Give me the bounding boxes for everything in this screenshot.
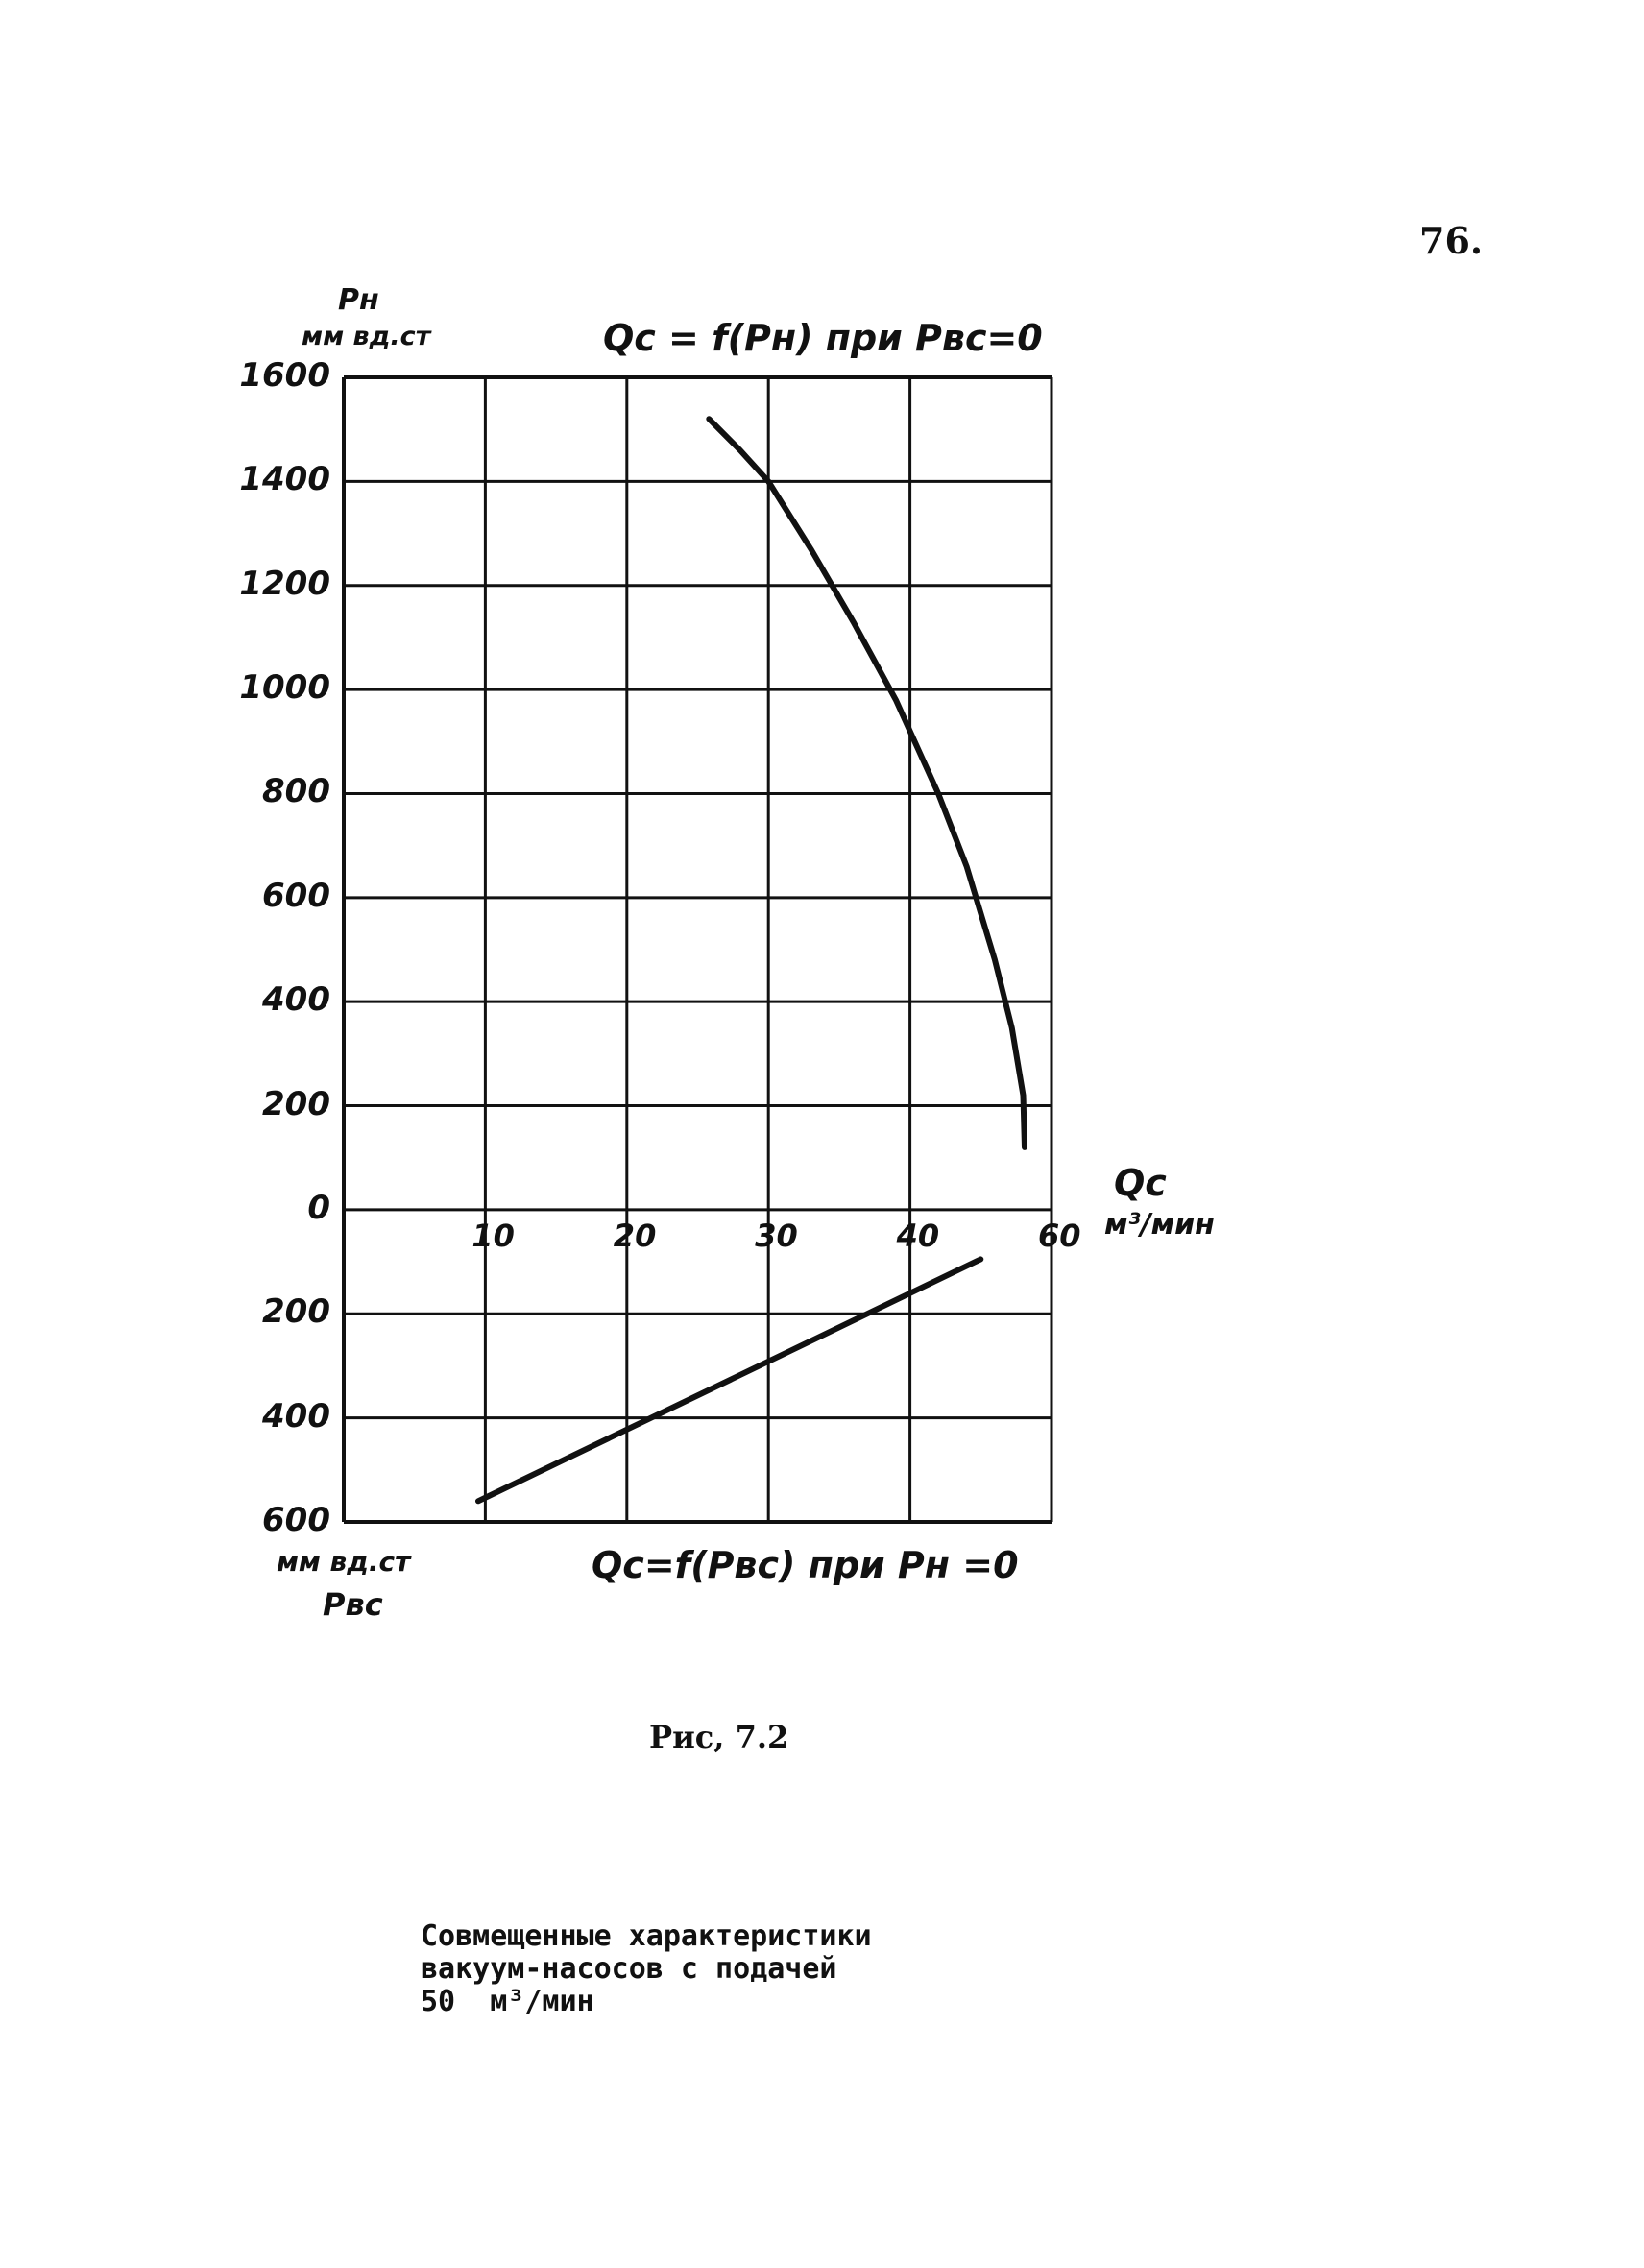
y-tick-label: 600 [262, 876, 330, 915]
description-line-1: Совмещенные характеристики [421, 1919, 872, 1953]
x-axis-unit: м³/мин [1104, 1208, 1215, 1242]
series-group [478, 419, 1025, 1501]
y-tick-label: 1200 [239, 564, 330, 603]
y-tick-label: 400 [262, 980, 330, 1020]
series-line-1 [709, 419, 1025, 1147]
y-top-label: Pн [338, 283, 379, 317]
figure-description [421, 1920, 1285, 2018]
y-tick-label: 200 [262, 1292, 330, 1332]
y-tick-label: 1400 [239, 460, 330, 499]
x-tick-label: 60 [1038, 1217, 1081, 1254]
description-line-3: 50 м³/мин [421, 1985, 594, 2018]
page-number: 76. [1419, 219, 1484, 262]
x-tick-label: 20 [613, 1217, 657, 1254]
y-top-unit: мм вд.ст [302, 322, 431, 351]
series-line-2 [478, 1259, 980, 1501]
grid-vertical [344, 377, 1052, 1522]
y-bottom-label: Рвс [323, 1586, 383, 1623]
x-tick-label: 30 [755, 1217, 798, 1254]
y-tick-label: 200 [262, 1084, 330, 1123]
y-tick-label: 600 [262, 1501, 330, 1539]
x-axis-label: Qс [1114, 1162, 1167, 1204]
x-tick-label: 10 [471, 1217, 515, 1254]
chart-subtitle: Qс=f(Pвс) при Pн =0 [592, 1544, 1019, 1586]
grid-horizontal [344, 377, 1052, 1522]
y-tick-label: 400 [262, 1396, 330, 1436]
description-line-2: вакуум-насосов с подачей [421, 1952, 837, 1986]
y-tick-label: 1000 [239, 668, 330, 708]
figure-caption: Рис, 7.2 [649, 1719, 789, 1755]
chart-title: Qс = f(Pн) при Pвс=0 [603, 317, 1043, 359]
y-tick-label: 0 [307, 1188, 330, 1227]
y-bottom-unit: мм вд.ст [277, 1546, 411, 1578]
y-tick-label: 1600 [239, 356, 330, 395]
x-tick-label: 40 [896, 1217, 940, 1254]
y-tick-label: 800 [262, 772, 330, 811]
